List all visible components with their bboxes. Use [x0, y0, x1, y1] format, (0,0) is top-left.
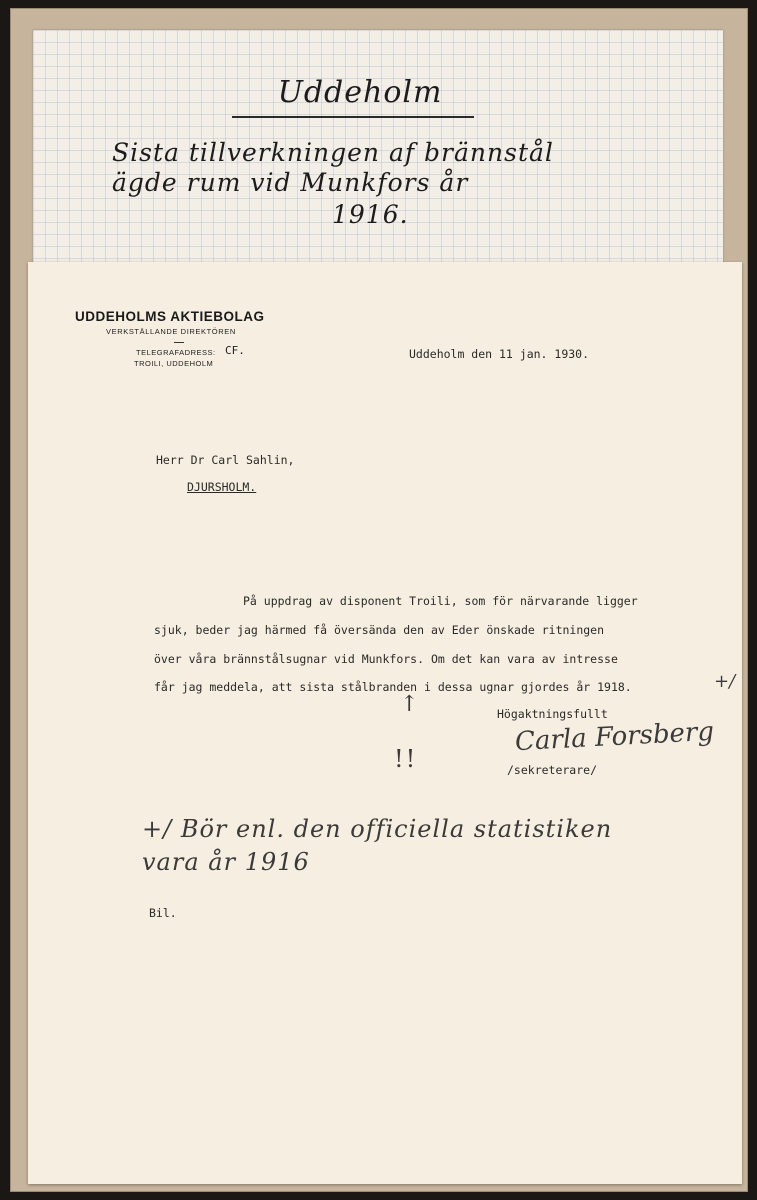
letterhead-divider	[174, 342, 184, 343]
letterhead-company: UDDEHOLMS AKTIEBOLAG	[75, 309, 265, 324]
note-year: 1916.	[332, 200, 409, 229]
letter-body-line: På uppdrag av disponent Troili, som för närvarande ligger	[243, 594, 638, 608]
letter-body-line: över våra brännstålsugnar vid Munkfors. Om det kan vara av intresse	[154, 652, 618, 666]
letter-body-line: sjuk, beder jag härmed få översända den av Eder önskade ritningen	[154, 623, 605, 637]
footnote-mark: +/	[714, 671, 736, 692]
recipient-name: Herr Dr Carl Sahlin,	[156, 453, 295, 467]
note-title: Uddeholm	[277, 75, 443, 110]
letter-date: Uddeholm den 11 jan. 1930.	[409, 347, 590, 361]
recipient-city: DJURSHOLM.	[187, 480, 257, 494]
pencil-exclamation: !!	[394, 745, 418, 773]
letterhead-telegraph-code: CF.	[225, 344, 245, 357]
signature: Carla Forsberg	[514, 716, 715, 758]
handwritten-footnote-line: vara år 1916	[142, 848, 310, 876]
note-title-underline	[232, 116, 474, 118]
note-line: Sista tillverkningen af brännstål	[112, 138, 554, 167]
pencil-arrow-icon: ↑	[400, 692, 419, 717]
letter-body-line: får jag meddela, att sista stålbranden i dessa ugnar gjordes år 1918.	[154, 680, 632, 694]
handwritten-footnote-line: +/ Bör enl. den officiella statistiken	[142, 815, 613, 843]
signer-title: /sekreterare/	[507, 763, 598, 777]
letterhead-telegraph-address: TROILI, UDDEHOLM	[134, 359, 214, 368]
letterhead-telegraph-label: TELEGRAFADRESS:	[136, 348, 216, 357]
letterhead-department: VERKSTÄLLANDE DIREKTÖREN	[106, 327, 236, 336]
enclosure-note: Bil.	[149, 906, 177, 920]
letter-closing: Högaktningsfullt	[497, 707, 608, 721]
note-line: ägde rum vid Munkfors år	[112, 168, 469, 197]
